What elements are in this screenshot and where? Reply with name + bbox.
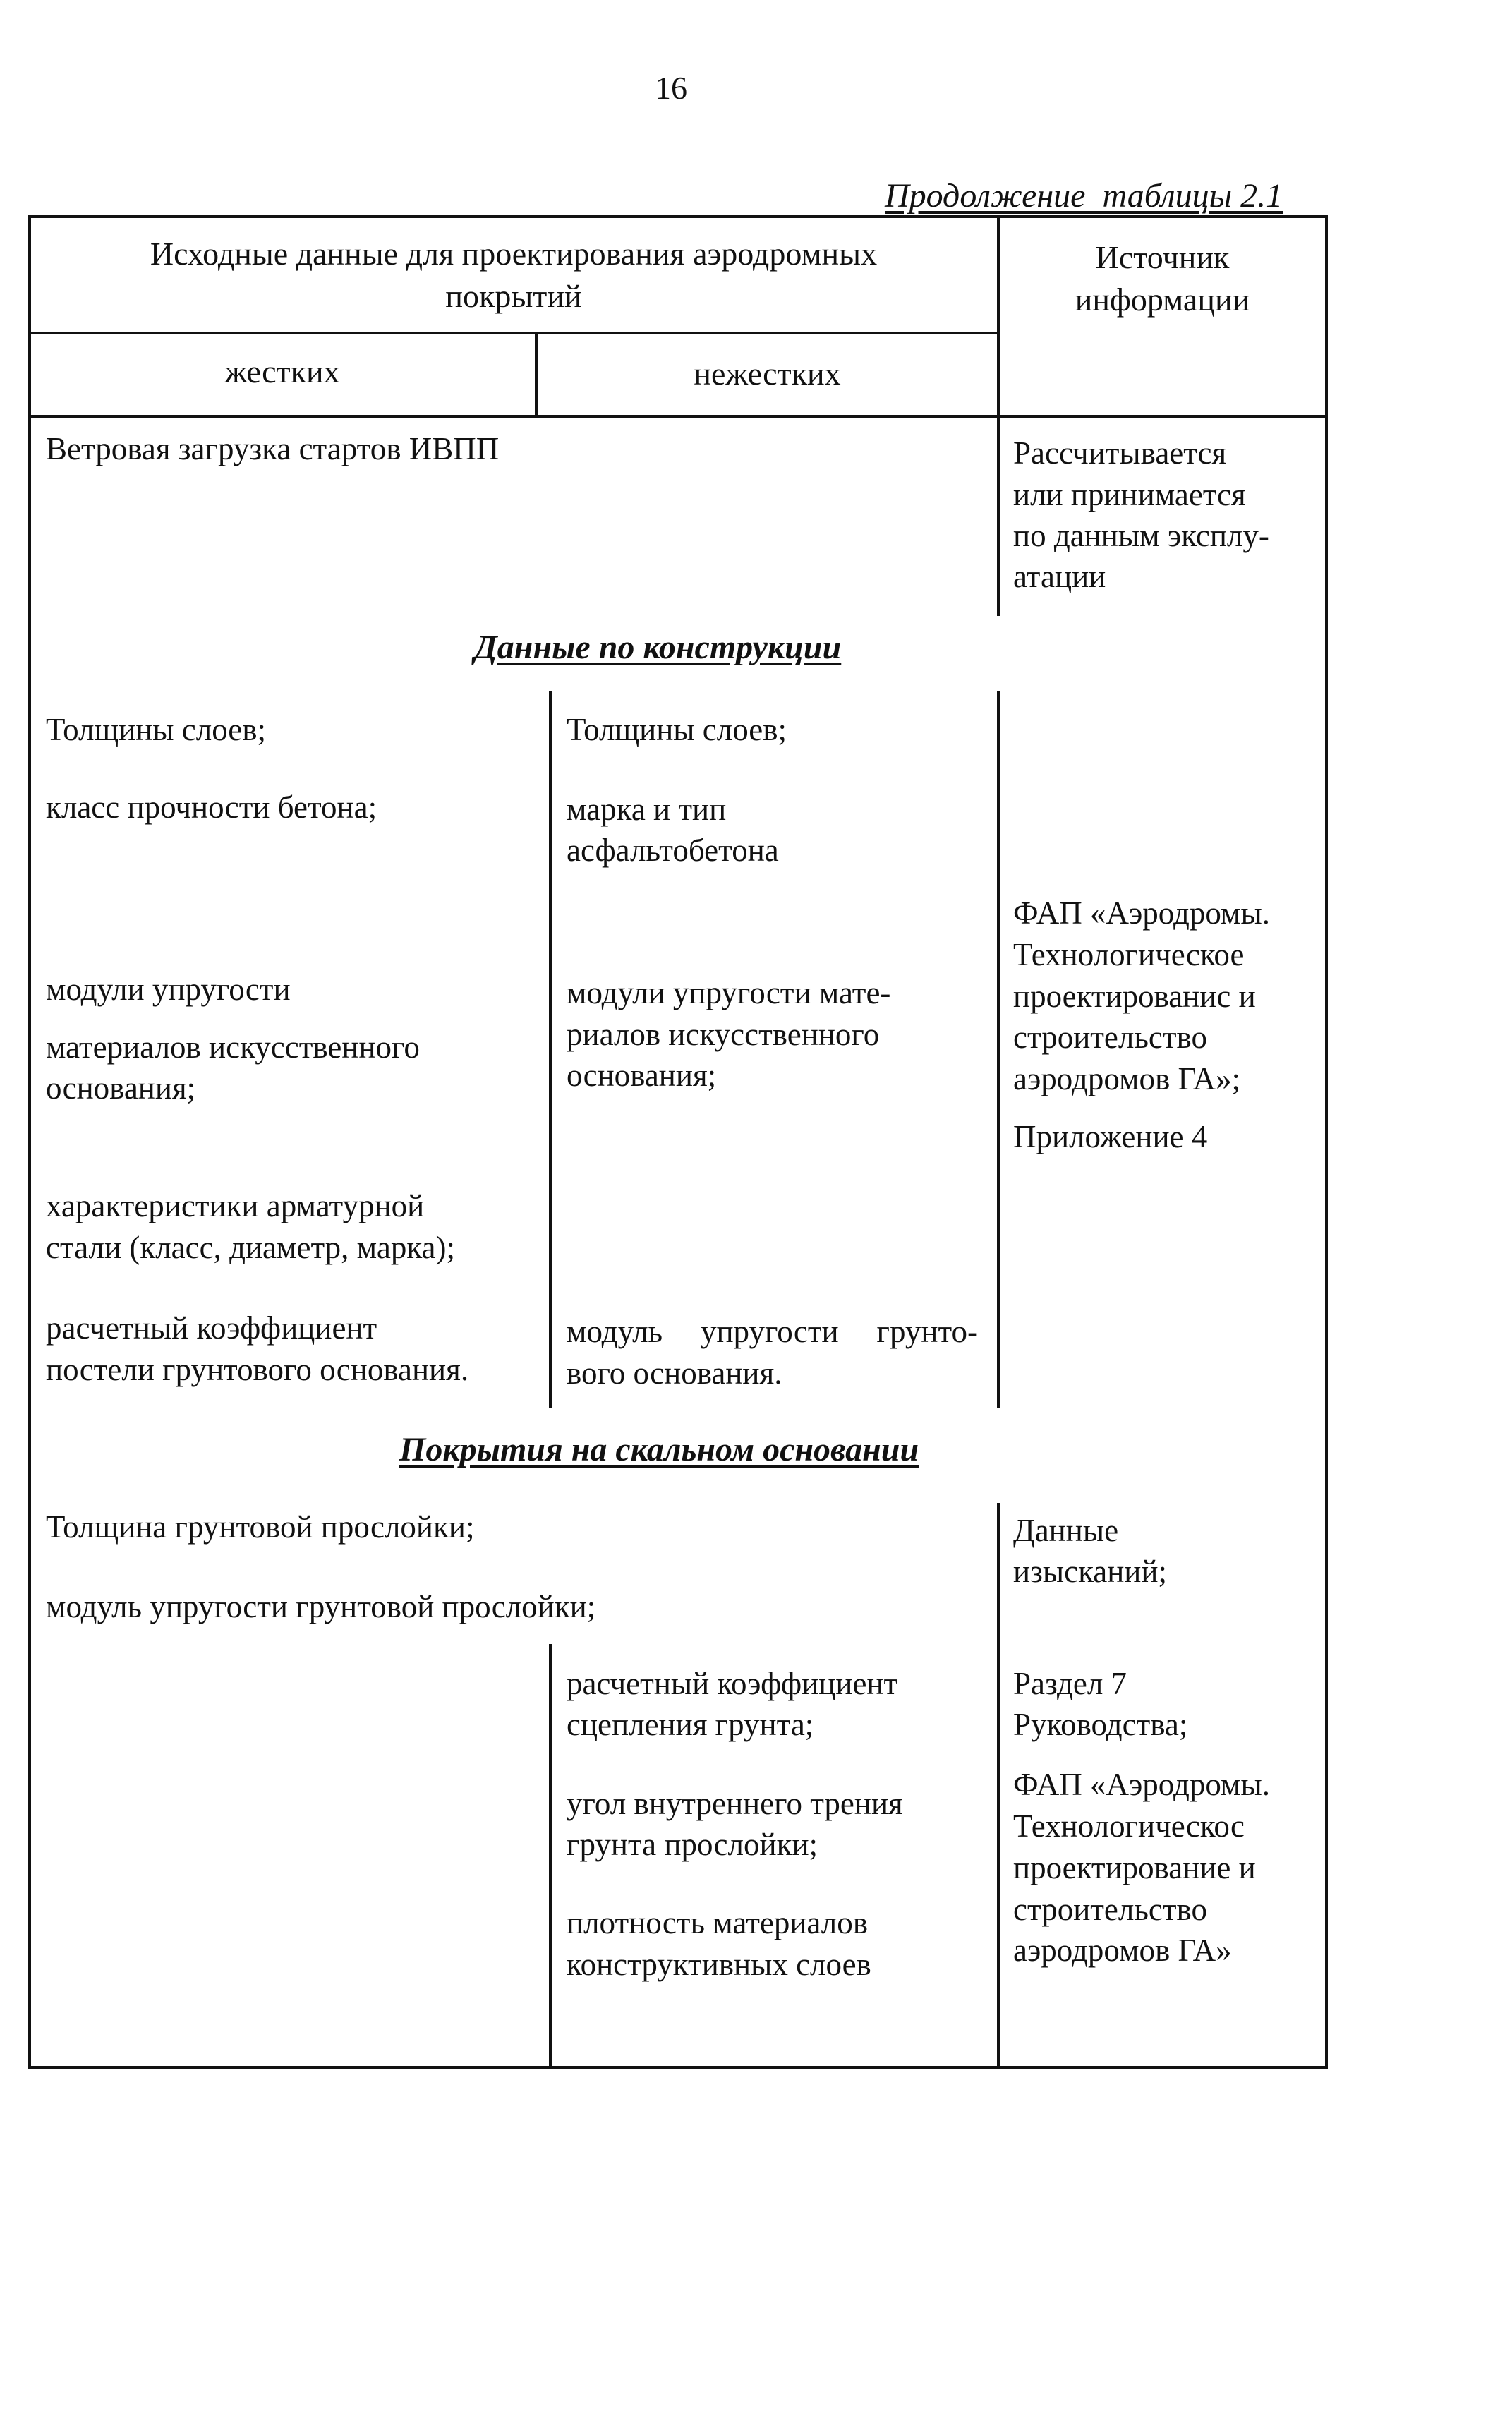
header-main-line1: Исходные данные для проектирования аэродромных bbox=[150, 236, 878, 272]
header-main-line2: покрытий bbox=[445, 278, 582, 314]
rigid-subgrade-coefficient-line2: постели грунтового основания. bbox=[46, 1352, 469, 1387]
table-right-border bbox=[1325, 215, 1328, 2069]
design-source-line1: ФАП «Аэродромы. bbox=[1013, 895, 1270, 931]
rigid-elastic-modulus-line2: материалов искусственного bbox=[46, 1029, 420, 1065]
rigid-rebar-characteristics-line2: стали (класс, диаметр, марка); bbox=[46, 1230, 455, 1265]
header-rigid: жестких bbox=[224, 354, 340, 389]
table-top-border bbox=[28, 215, 1328, 218]
rigid-flexible-divider-design bbox=[549, 691, 552, 1408]
rigid-elastic-modulus-line1: модули упругости bbox=[46, 972, 291, 1007]
page-number: 16 bbox=[655, 70, 687, 106]
wind-source-line3: по данным эксплу- bbox=[1013, 518, 1269, 553]
design-source-line2: Технологическое bbox=[1013, 937, 1245, 972]
rock-source-section-line1: Раздел 7 bbox=[1013, 1666, 1127, 1701]
flexible-elastic-modulus-line2: риалов искусственного bbox=[567, 1017, 880, 1052]
flexible-soil-modulus-line1: модуль упругости грунто- bbox=[567, 1314, 978, 1349]
flexible-elastic-modulus-line1: модули упругости мате- bbox=[567, 975, 891, 1010]
table-continuation-caption: Продолжение таблицы 2.1 bbox=[885, 177, 1283, 214]
rock-source-fap-line3: проектирование и bbox=[1013, 1850, 1256, 1885]
header-flexible: нежестких bbox=[694, 356, 841, 392]
design-source-line4: строительство bbox=[1013, 1020, 1207, 1055]
source-divider-wind bbox=[997, 415, 1000, 616]
rigid-subgrade-coefficient-line1: расчетный коэффициент bbox=[46, 1310, 377, 1346]
header-source-line1: Источник bbox=[1095, 239, 1230, 275]
rigid-flexible-divider-rock bbox=[549, 1644, 552, 2067]
flexible-asphalt-grade-line2: асфальтобетона bbox=[567, 833, 779, 868]
design-source-line5: аэродромов ГА»; bbox=[1013, 1061, 1241, 1096]
design-source-line3: проектированис и bbox=[1013, 979, 1256, 1014]
rigid-concrete-class: класс прочности бетона; bbox=[46, 790, 377, 825]
rock-source-fap-line5: аэродромов ГА» bbox=[1013, 1933, 1232, 1968]
section-rock-title: Покрытия на скальном основании bbox=[399, 1431, 919, 1468]
header-source-line2: информации bbox=[1075, 282, 1250, 318]
design-source-appendix: Приложение 4 bbox=[1013, 1119, 1208, 1154]
rock-friction-angle-line2: грунта прослойки; bbox=[567, 1827, 818, 1862]
flexible-elastic-modulus-line3: основания; bbox=[567, 1058, 717, 1093]
table-left-border bbox=[28, 215, 31, 2069]
rock-soil-cohesion-line2: сцепления грунта; bbox=[567, 1707, 814, 1742]
rigid-layer-thickness: Толщины слоев; bbox=[46, 712, 266, 747]
source-divider-design bbox=[997, 691, 1000, 1408]
rock-interlayer-thickness: Толщина грунтовой прослойки; bbox=[46, 1509, 475, 1545]
rock-source-survey-line2: изысканий; bbox=[1013, 1554, 1167, 1589]
rock-soil-cohesion-line1: расчетный коэффициент bbox=[567, 1666, 898, 1701]
flexible-soil-modulus-line2: вого основания. bbox=[567, 1355, 782, 1391]
rock-material-density-line1: плотность материалов bbox=[567, 1905, 868, 1940]
rock-interlayer-modulus: модуль упругости грунтовой прослойки; bbox=[46, 1589, 596, 1624]
rock-friction-angle-line1: угол внутреннего трения bbox=[567, 1786, 903, 1821]
header-bottom-border bbox=[28, 415, 1328, 418]
wind-source-line4: атации bbox=[1013, 559, 1106, 594]
rigid-rebar-characteristics-line1: характеристики арматурной bbox=[46, 1188, 425, 1223]
flexible-layer-thickness: Толщины слоев; bbox=[567, 712, 787, 747]
header-divider bbox=[28, 332, 999, 334]
wind-load-label: Ветровая загрузка стартов ИВПП bbox=[46, 431, 500, 466]
source-divider-rock bbox=[997, 1503, 1000, 2067]
wind-source-line1: Рассчитывается bbox=[1013, 435, 1227, 471]
rigid-elastic-modulus-line3: основания; bbox=[46, 1070, 196, 1106]
rock-material-density-line2: конструктивных слоев bbox=[567, 1947, 871, 1982]
rock-source-fap-line2: Технологическос bbox=[1013, 1808, 1245, 1844]
section-design-title: Данные по конструкции bbox=[474, 629, 842, 666]
rock-source-survey-line1: Данные bbox=[1013, 1513, 1119, 1548]
flexible-asphalt-grade-line1: марка и тип bbox=[567, 792, 727, 827]
wind-source-line2: или принимается bbox=[1013, 477, 1246, 512]
rock-source-fap-line1: ФАП «Аэродромы. bbox=[1013, 1767, 1270, 1802]
rock-source-fap-line4: строительство bbox=[1013, 1892, 1207, 1927]
rock-source-section-line2: Руководства; bbox=[1013, 1707, 1188, 1742]
table-bottom-border bbox=[28, 2066, 1328, 2069]
